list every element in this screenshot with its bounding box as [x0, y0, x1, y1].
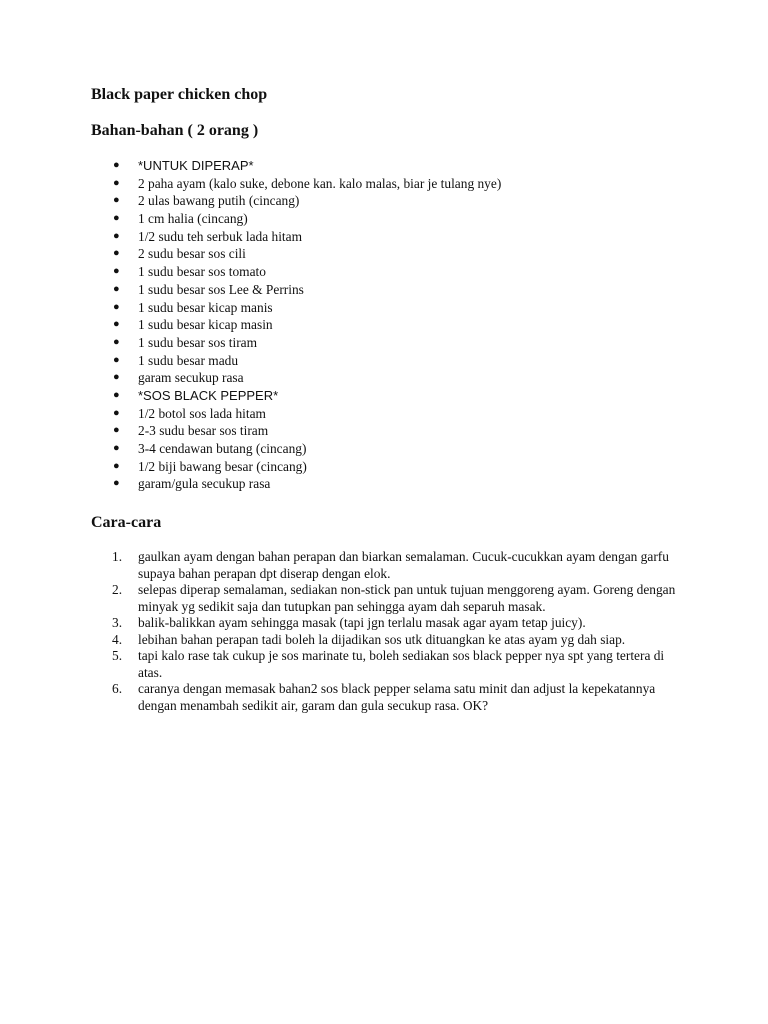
- step-item: [0, 681, 768, 714]
- bullet-icon: ●: [113, 159, 120, 171]
- bullet-icon: ●: [113, 371, 120, 384]
- ingredient-text: 1 sudu besar sos Lee & Perrins: [138, 281, 304, 297]
- ingredient-text: *SOS BLACK PEPPER*: [138, 387, 279, 403]
- step-number: 6.: [112, 681, 123, 696]
- ingredient-text: 2-3 sudu besar sos tiram: [138, 423, 269, 439]
- step-item: [0, 648, 768, 681]
- bullet-icon: ●: [113, 477, 120, 490]
- ingredient-text: 1/2 sudu teh serbuk lada hitam: [138, 228, 303, 244]
- bullet-icon: ●: [113, 424, 120, 437]
- ingredient-text: 2 ulas bawang putih (cincang): [138, 193, 300, 209]
- bullet-icon: ●: [113, 176, 120, 189]
- bullet-icon: ●: [113, 247, 120, 260]
- bullet-icon: ●: [113, 265, 120, 278]
- step-text: selepas diperap semalaman, sediakan non-stick pan untuk tujuan menggoreng ayam. Goreng dengan minyak yg sedikit saja dan tutupkan pan sehingga ayam dah separuh masak.: [138, 582, 676, 614]
- ingredient-text: 1 sudu besar kicap manis: [138, 299, 273, 315]
- ingredient-text: 1 cm halia (cincang): [138, 211, 248, 227]
- method-heading: Cara-cara: [91, 514, 162, 531]
- ingredient-text: 2 sudu besar sos cili: [138, 246, 246, 262]
- step-number: 2.: [112, 582, 123, 597]
- bullet-icon: ●: [113, 194, 120, 207]
- bullet-icon: ●: [113, 335, 120, 348]
- step-item: [0, 615, 768, 632]
- ingredient-text: 1 sudu besar sos tiram: [138, 334, 258, 350]
- ingredient-text: garam secukup rasa: [138, 370, 244, 386]
- ingredient-text: 1 sudu besar kicap masin: [138, 317, 273, 333]
- ingredient-text: 2 paha ayam (kalo suke, debone kan. kalo malas, biar je tulang nye): [138, 175, 502, 191]
- step-text: balik-balikkan ayam sehingga masak (tapi jgn terlalu masak agar ayam tetap juicy).: [138, 615, 586, 630]
- ingredients-heading: Bahan-bahan ( 2 orang ): [91, 122, 259, 139]
- bullet-icon: ●: [113, 442, 120, 454]
- ingredient-text: 1 sudu besar madu: [138, 352, 239, 368]
- ingredient-text: 3-4 cendawan butang (cincang): [138, 441, 307, 456]
- step-item: [0, 632, 768, 649]
- step-text: lebihan bahan perapan tadi boleh la dijadikan sos utk dituangkan ke atas ayam yg dah siap.: [138, 631, 626, 647]
- step-text: tapi kalo rase tak cukup je sos marinate tu, boleh sediakan sos black pepper nya spt yang tertera di atas.: [138, 648, 665, 680]
- step-number: 1.: [112, 549, 123, 564]
- ingredient-text: 1/2 botol sos lada hitam: [138, 405, 266, 421]
- step-number: 5.: [112, 648, 123, 663]
- bullet-icon: ●: [113, 318, 120, 331]
- step-item: [0, 582, 768, 615]
- ingredient-text: 1 sudu besar sos tomato: [138, 264, 266, 280]
- bullet-icon: ●: [113, 282, 120, 295]
- bullet-icon: ●: [113, 229, 120, 242]
- bullet-icon: ●: [113, 212, 120, 225]
- bullet-icon: ●: [113, 388, 120, 401]
- bullet-icon: ●: [113, 406, 120, 419]
- ingredient-text: *UNTUK DIPERAP*: [138, 158, 254, 173]
- bullet-icon: ●: [113, 353, 120, 366]
- step-number: 4.: [112, 631, 123, 647]
- step-text: caranya dengan memasak bahan2 sos black pepper selama satu minit dan adjust la kepekatannya dengan menambah sedikit air, garam dan gula secukup rasa. OK?: [138, 681, 656, 713]
- steps-list: [0, 549, 768, 714]
- bullet-icon: ●: [113, 459, 120, 472]
- bullet-icon: ●: [113, 300, 120, 313]
- ingredient-text: 1/2 biji bawang besar (cincang): [138, 458, 307, 474]
- document-title: Black paper chicken chop: [91, 86, 268, 103]
- ingredient-text: garam/gula secukup rasa: [138, 476, 271, 492]
- step-item: [0, 549, 768, 582]
- step-text: gaulkan ayam dengan bahan perapan dan biarkan semalaman. Cucuk-cucukkan ayam dengan garfu supaya bahan perapan dpt diserap dengan elok.: [138, 549, 669, 581]
- step-number: 3.: [112, 615, 123, 630]
